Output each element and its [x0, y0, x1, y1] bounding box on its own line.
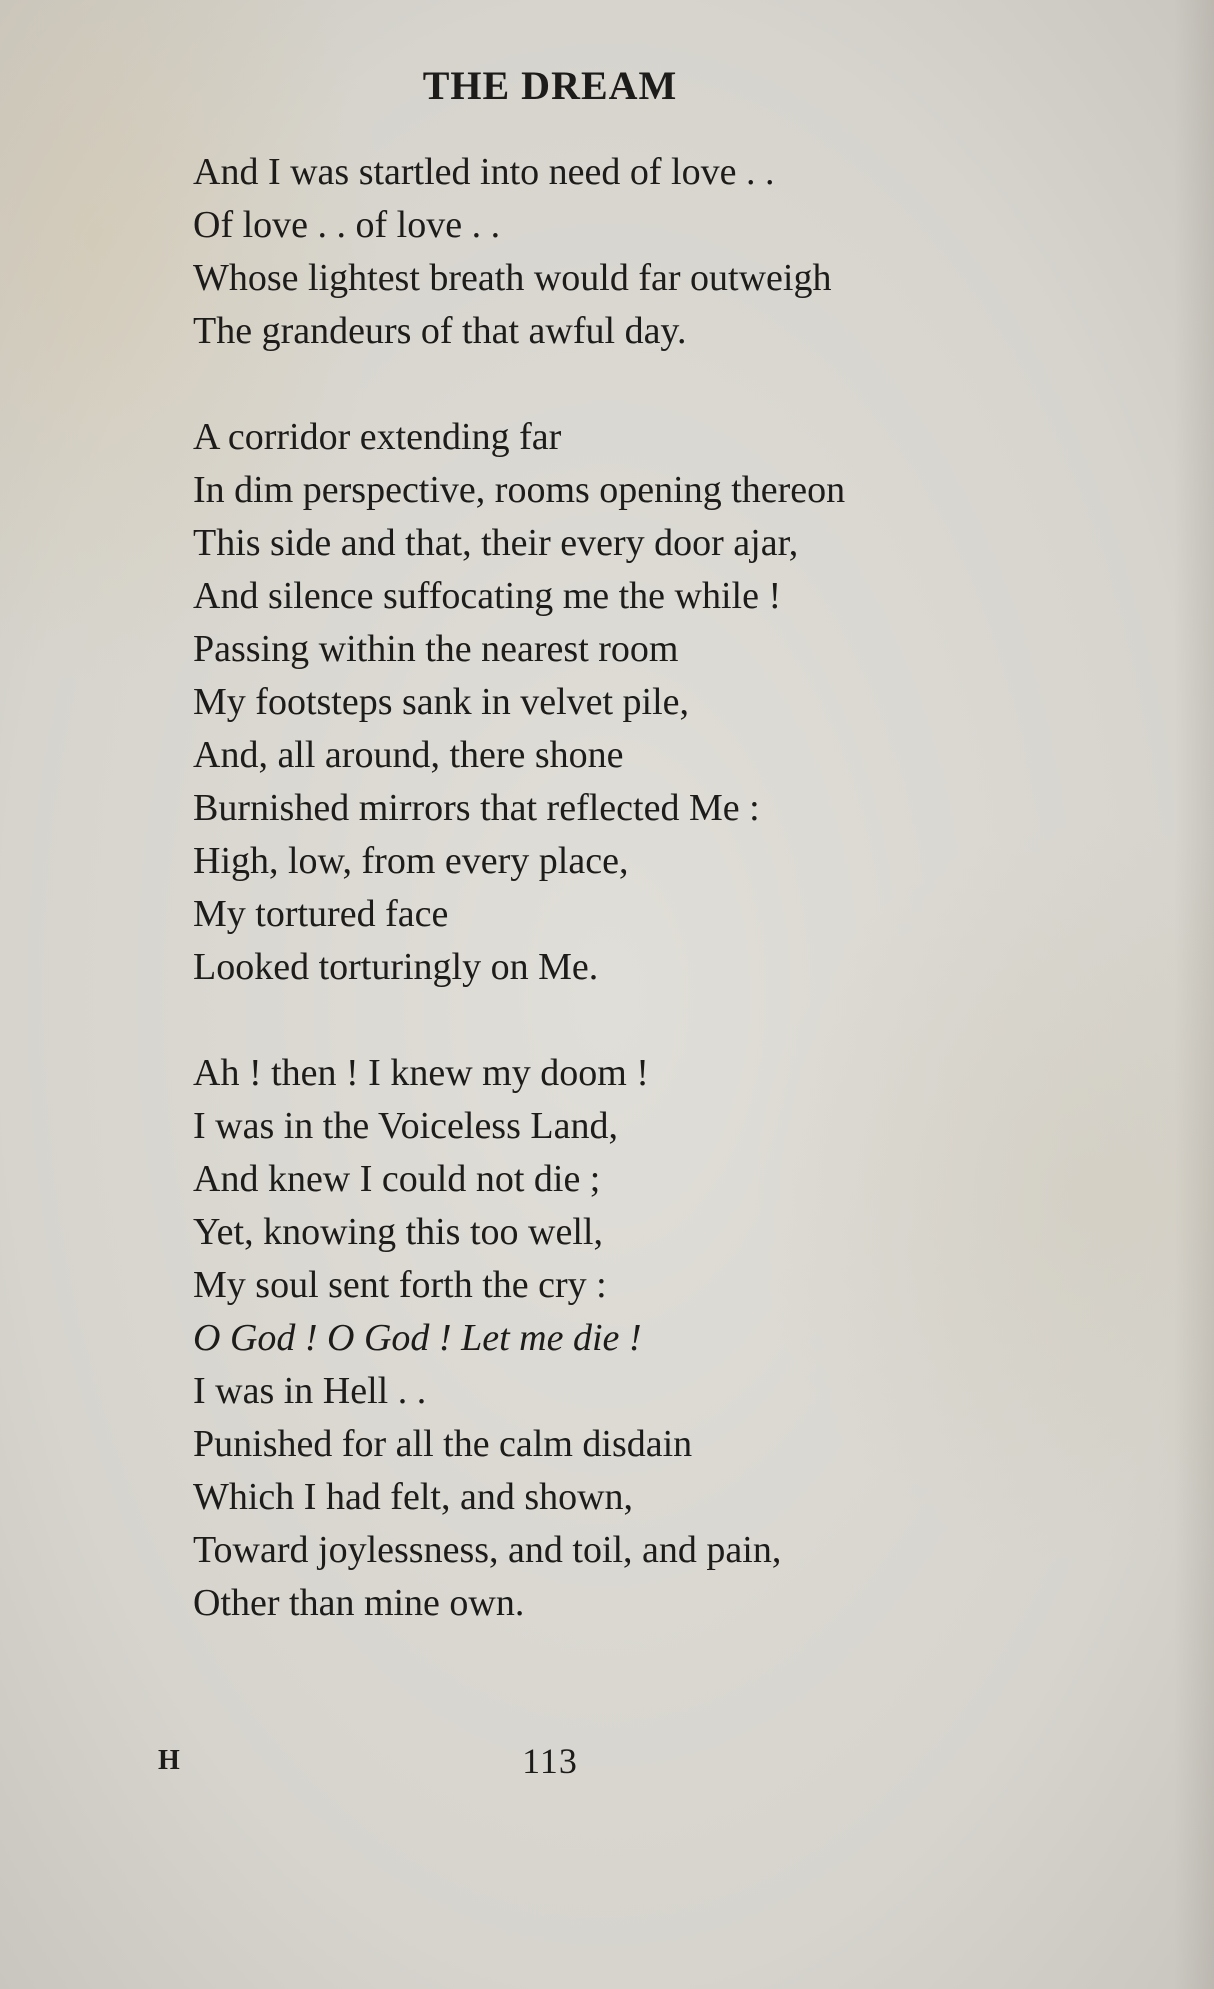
- poem-line: My footsteps sank in velvet pile,: [193, 681, 690, 723]
- page-number: 113: [522, 1741, 578, 1781]
- poem-line: A corridor extending far: [193, 416, 562, 458]
- poem-line: In dim perspective, rooms opening thereon: [193, 469, 846, 511]
- poem-line: I was in the Voiceless Land,: [193, 1105, 618, 1147]
- running-head: THE DREAM: [422, 63, 678, 108]
- poem-line: This side and that, their every door ajar,: [193, 522, 799, 564]
- poem-line: And I was startled into need of love . .: [193, 151, 775, 193]
- poem-line: Punished for all the calm disdain: [193, 1423, 693, 1465]
- poem-line: Passing within the nearest room: [193, 628, 679, 670]
- poem-line: Other than mine own.: [193, 1582, 525, 1624]
- poem: [193, 146, 1013, 1630]
- poem-line: Which I had felt, and shown,: [193, 1476, 634, 1518]
- poem-line-italic: O God ! O God ! Let me die !: [193, 1317, 642, 1359]
- poem-line: I was in Hell . .: [193, 1370, 427, 1412]
- stanza-3: [193, 1047, 1013, 1630]
- poem-line: And silence suffocating me the while !: [193, 575, 782, 617]
- poem-line: The grandeurs of that awful day.: [193, 310, 687, 352]
- poem-line: My soul sent forth the cry :: [193, 1264, 607, 1306]
- poem-line: Burnished mirrors that reflected Me :: [193, 787, 760, 829]
- poem-line: Yet, knowing this too well,: [193, 1211, 603, 1253]
- stanza-1: [193, 146, 1013, 358]
- signature-mark: H: [158, 1745, 180, 1776]
- poem-line: High, low, from every place,: [193, 840, 629, 882]
- poem-line: My tortured face: [193, 893, 449, 935]
- poem-line: Ah ! then ! I knew my doom !: [193, 1052, 649, 1094]
- poem-line: And, all around, there shone: [193, 734, 624, 776]
- poem-line: Whose lightest breath would far outweigh: [193, 257, 832, 299]
- poem-line: Looked torturingly on Me.: [193, 946, 599, 988]
- poem-line: Of love . . of love . .: [193, 204, 501, 246]
- stanza-2: [193, 411, 1013, 994]
- poem-line: Toward joylessness, and toil, and pain,: [193, 1529, 782, 1571]
- poem-line: And knew I could not die ;: [193, 1158, 601, 1200]
